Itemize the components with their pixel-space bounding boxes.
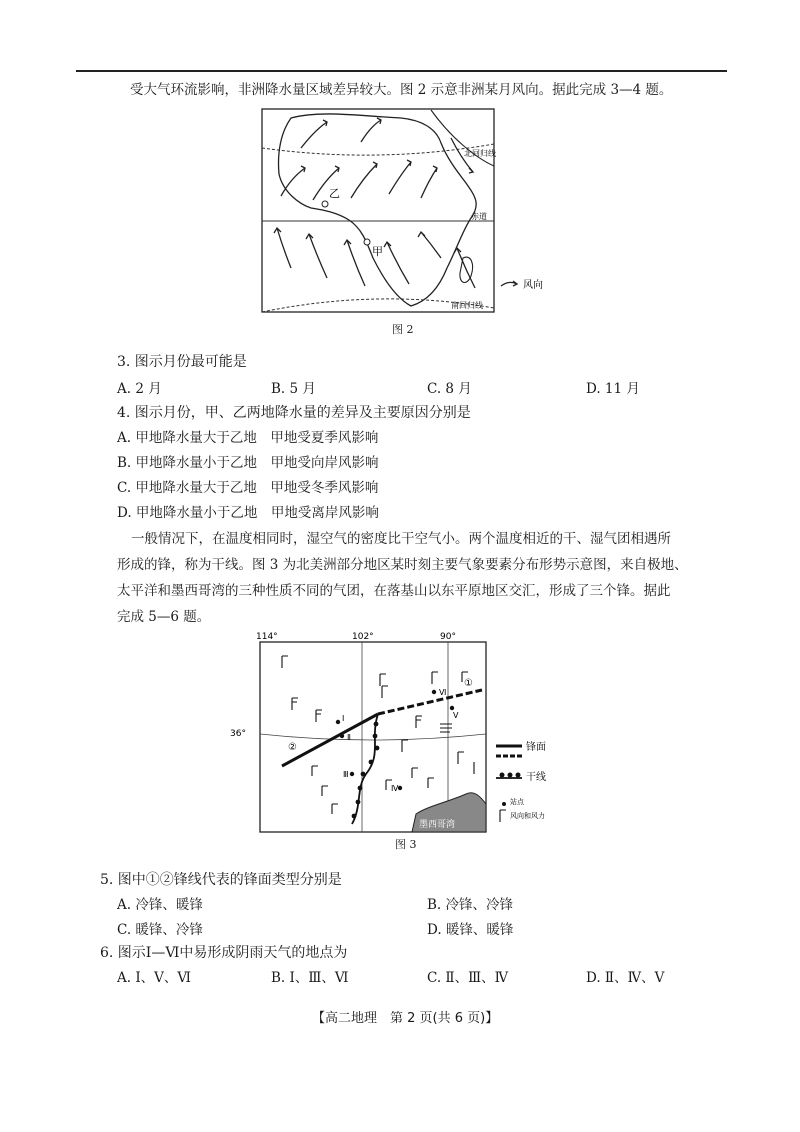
station-3 — [350, 772, 354, 776]
lon-102: 102° — [352, 632, 374, 642]
label-equator: 赤道 — [471, 212, 487, 221]
intro-text-2: 受大气环流影响，非洲降水量区域差异较大。图 2 示意非洲某月风向。据此完成 3—4 题。 — [130, 82, 673, 98]
question-4-stem: 4. 图示月份，甲、乙两地降水量的差异及主要原因分别是 — [117, 405, 471, 421]
q5-option-c[interactable]: C. 暖锋、冷锋 — [117, 922, 203, 938]
intro-3-line-3: 太平洋和墨西哥湾的三种性质不同的气团，在落基山以东平原地区交汇，形成了三个锋。据此 — [117, 583, 671, 599]
point-jia — [364, 239, 370, 245]
station-label-5: Ⅴ — [453, 711, 459, 720]
legend-dryline-label: 干线 — [526, 772, 546, 783]
point-yi — [322, 201, 328, 207]
label-yi: 乙 — [329, 187, 340, 200]
figure-3-north-america-fronts — [230, 628, 584, 834]
question-6-stem: 6. 图示Ⅰ—Ⅵ中易形成阴雨天气的地点为 — [100, 945, 348, 961]
q4-option-d[interactable]: D. 甲地降水量小于乙地 甲地受离岸风影响 — [117, 505, 379, 521]
station-6 — [432, 690, 436, 694]
intro-text-3 — [117, 526, 737, 630]
intro-3-line-1: 一般情况下，在温度相同时，湿空气的密度比干空气小。两个温度相近的干、湿气团相遇所 — [131, 531, 671, 547]
station-label-1: Ⅰ — [342, 714, 345, 723]
page-footer: 【高二地理 第 2 页(共 6 页)】 — [312, 1011, 499, 1026]
figure-2-caption: 图 2 — [392, 323, 414, 336]
lon-114: 114° — [256, 632, 278, 642]
q5-option-d[interactable]: D. 暖锋、暖锋 — [427, 922, 514, 938]
legend-wind-barb — [500, 810, 506, 822]
q4-option-b[interactable]: B. 甲地降水量小于乙地 甲地受向岸风影响 — [117, 455, 379, 471]
q3-option-a[interactable]: A. 2 月 — [117, 381, 162, 397]
q6-option-b[interactable]: B. Ⅰ、Ⅲ、Ⅵ — [271, 970, 349, 986]
label-jia: 甲 — [372, 245, 383, 258]
legend-station-dot — [502, 802, 506, 806]
q3-option-d[interactable]: D. 11 月 — [586, 381, 640, 397]
q6-option-c[interactable]: C. Ⅱ、Ⅲ、Ⅳ — [427, 970, 509, 986]
station-label-3: Ⅲ — [343, 770, 349, 779]
legend-wind-label-3: 风向和风力 — [510, 812, 545, 820]
q4-option-c[interactable]: C. 甲地降水量大于乙地 甲地受冬季风影响 — [117, 480, 379, 496]
intro-3-line-2: 形成的锋，称为干线。图 3 为北美洲部分地区某时刻主要气象要素分布形势示意图，来自极地、 — [117, 557, 688, 573]
intro-3-line-4: 完成 5—6 题。 — [117, 609, 211, 625]
station-label-4: Ⅳ — [391, 784, 399, 793]
figure-3-caption: 图 3 — [395, 838, 417, 851]
q3-option-b[interactable]: B. 5 月 — [271, 381, 316, 397]
station-5 — [450, 706, 454, 710]
q5-option-a[interactable]: A. 冷锋、暖锋 — [117, 897, 203, 913]
label-north-tropic: 北回归线 — [464, 149, 496, 158]
q6-option-a[interactable]: A. Ⅰ、Ⅴ、Ⅵ — [117, 970, 191, 986]
q6-option-d[interactable]: D. Ⅱ、Ⅳ、Ⅴ — [586, 970, 665, 986]
question-3-stem: 3. 图示月份最可能是 — [117, 354, 247, 370]
station-label-6: Ⅵ — [439, 688, 447, 697]
q4-option-a[interactable]: A. 甲地降水量大于乙地 甲地受夏季风影响 — [117, 430, 379, 446]
lat-36: 36° — [230, 729, 246, 739]
lon-90: 90° — [440, 632, 456, 642]
station-1 — [336, 720, 340, 724]
header-rule — [76, 70, 727, 72]
legend-station-label: 站点 — [510, 798, 524, 806]
legend-wind-label: 风向 — [523, 280, 543, 291]
station-label-2: Ⅱ — [347, 733, 351, 742]
label-south-tropic: 南回归线 — [451, 301, 483, 310]
q5-option-b[interactable]: B. 冷锋、冷锋 — [427, 897, 514, 913]
legend-front-label: 锋面 — [526, 742, 546, 753]
label-front-1: ① — [464, 678, 473, 689]
label-gulf: 墨西哥湾 — [419, 820, 456, 830]
figure-2-africa-wind-map — [261, 108, 571, 316]
question-5-stem: 5. 图中①②锋线代表的锋面类型分别是 — [100, 872, 342, 888]
station-4 — [398, 786, 402, 790]
label-front-2: ② — [288, 742, 297, 753]
q3-option-c[interactable]: C. 8 月 — [427, 381, 472, 397]
station-2 — [340, 734, 344, 738]
